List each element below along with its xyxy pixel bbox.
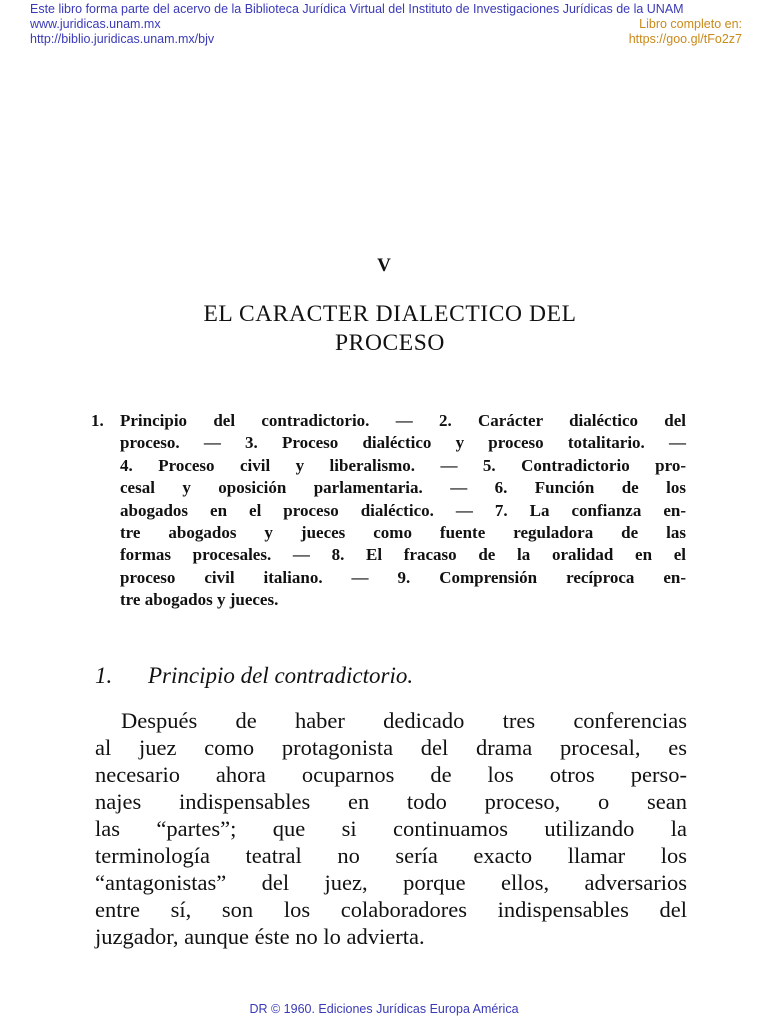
body-line: las “partes”; que si continuamos utilizando la (95, 816, 687, 841)
section-number: 1. (95, 663, 113, 688)
header-book-url[interactable]: https://goo.gl/tFo2z7 (628, 32, 742, 46)
summary-line: tre abogados y jueces como fuente reguladora de las (120, 523, 686, 542)
chapter-title-line: PROCESO (335, 330, 445, 356)
section-heading (95, 663, 413, 689)
body-line: “antagonistas” del juez, porque ellos, adversarios (95, 870, 687, 895)
summary-number: 1. (91, 411, 104, 430)
summary-line: proceso civil italiano. — 9. Comprensión recíproca en- (120, 567, 686, 587)
header-book-link (629, 17, 742, 47)
summary-line: 4. Proceso civil y liberalismo. — 5. Contradictorio pro- (120, 455, 686, 475)
header-book-label: Libro completo en: (639, 17, 742, 31)
summary-line: cesal y oposición parlamentaria. — 6. Función de los (120, 478, 686, 498)
chapter-title (0, 300, 768, 358)
body-line: najes indispensables en todo proceso, o sean (95, 789, 687, 814)
chapter-title-line: EL CARACTER DIALECTICO DEL (203, 301, 577, 327)
header-site-link[interactable]: www.juridicas.unam.mx (30, 17, 161, 31)
body-line: al juez como protagonista del drama procesal, es (95, 735, 687, 760)
chapter-number: V (377, 255, 391, 276)
summary-line: abogados en el proceso dialéctico. — 7. La confianza en- (120, 500, 686, 520)
header-bjv-link[interactable]: http://biblio.juridicas.unam.mx/bjv (30, 32, 215, 46)
body-line: terminología teatral no sería exacto llamar los (95, 843, 687, 868)
summary-line: Principio del contradictorio. — 2. Carácter dialéctico del (120, 411, 686, 430)
body-line: necesario ahora ocuparnos de los otros perso- (95, 762, 687, 787)
header-notice-line: Este libro forma parte del acervo de la Biblioteca Jurídica Virtual del Instituto de Investigaciones Jurídicas de la UNAM (30, 2, 684, 16)
summary-line: tre abogados y jueces. (120, 590, 279, 610)
summary-line: proceso. — 3. Proceso dialéctico y proceso totalitario. — (120, 433, 686, 453)
body-line: Después de haber dedicado tres conferencias (121, 708, 687, 733)
body-line: juzgador, aunque éste no lo advierta. (95, 924, 425, 949)
body-line: entre sí, son los colaboradores indispensables del (95, 897, 687, 922)
summary-line: formas procesales. — 8. El fracaso de la oralidad en el (120, 545, 686, 565)
copyright-footer: DR © 1960. Ediciones Jurídicas Europa América (249, 1002, 519, 1016)
header-notice (30, 2, 684, 47)
section-title: Principio del contradictorio. (148, 663, 414, 688)
